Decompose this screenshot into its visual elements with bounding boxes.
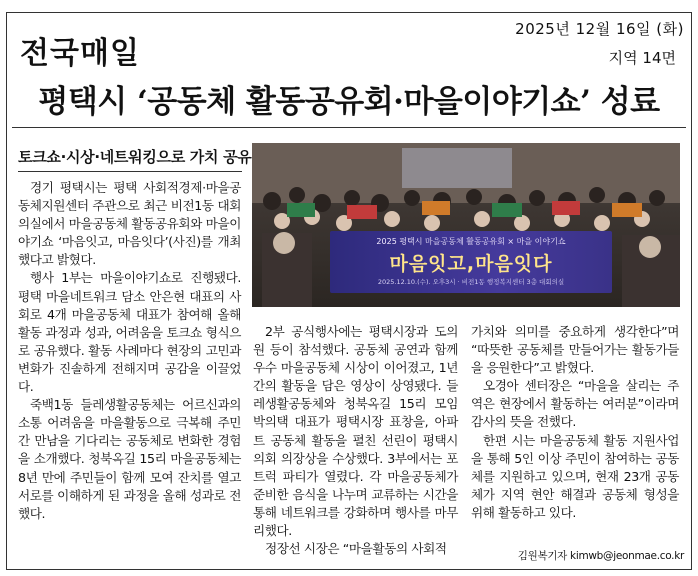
article-column-2 [253,323,458,558]
paragraph: 경기 평택시는 평택 사회적경제·마을공동체지원센터 주관으로 최근 비전1동 대회의실에서 마을공동체 활동공유회와 마을이야기쇼 ‘마음잇고, 마음잇다’(사진)를 개최했다고 밝혔다. [18,180,241,268]
article-title: 평택시 ‘공동체 활동공유회·마을이야기쇼’ 성료 [38,84,660,120]
paragraph: 가치와 의미를 중요하게 생각한다”며 “따뜻한 공동체를 만들어가는 활동가들을 응원한다”고 밝혔다. [471,324,679,376]
banner-subtitle: 2025 평택시 마을공동체 활동공유회 × 마을 이야기쇼 [376,237,566,246]
paragraph: 행사 1부는 마을이야기쇼로 진행됐다. 평택 마을네트워크 담소 안은현 대표의 사회로 4개 마을공동체 대표가 참여해 올해 활동 과정과 성과, 어려움을 토크쇼 형식으로 공유했다. 활동 사례마다 현장의 고민과 변화가 진솔하게 전해지며 공감을 이끌었다. [18,270,241,395]
issue-date: 2025년 12월 16일 (화) [515,20,684,38]
event-banner [330,231,612,293]
paragraph: 오경아 센터장은 “마을을 살리는 주역은 현장에서 활동하는 여러분”이라며 감사의 뜻을 전했다. [471,378,679,430]
paragraph: 한편 시는 마을공동체 활동 지원사업을 통해 5인 이상 주민이 참여하는 공동체를 지원하고 있으며, 현재 23개 공동체가 지역 현안 해결과 공동체 형성을 위해 활동하고 있다. [471,432,679,520]
article-subhead: 토크쇼·시상·네트워킹으로 가치 공유 [18,148,252,166]
title-divider [12,127,686,128]
newspaper-logo: 전국매일 [20,36,140,71]
byline: 김원복기자 kimwb@jeonmae.co.kr [517,550,684,562]
subhead-divider [18,171,242,172]
paragraph: 2부 공식행사에는 평택시장과 도의원 등이 참석했다. 공동체 공연과 함께 우수 마을공동체 시상이 이어졌고, 1년간의 활동을 담은 영상이 상영됐다. 들레생활공동체와 청북옥길 15리 모임 박의택 대표가 평택시장 표창을, 아파트 공동체 활동을 펼친 선린이 평택시의회 의장상을 수상했다. 3부에서는 포트럭 파티가 열렸다. 각 마을공동체가 준비한 음식을 나누며 교류하는 시간을 통해 네트워크를 강화하며 행사를 마무리했다. [253,324,458,539]
article-column-3 [471,323,679,522]
event-photo [252,143,680,307]
banner-title: 마음잇고,마음잇다 [389,253,553,275]
article-column-1 [18,179,241,523]
banner-info: 2025.12.10.(수). 오후3시 · 비전1동 행정복지센터 3층 대회의실 [377,278,565,286]
paragraph: 죽백1동 들레생활공동체는 어르신과의 소통 어려움을 마을활동으로 극복해 주민 간 만남을 기다리는 공동체로 변화한 경험을 소개했다. 청북옥길 15리 마을공동체는 8년 만에 주민들이 함께 모여 잔치를 열고 서로를 이해하게 된 과정을 올해 성과로 전했다. [18,397,241,521]
page-section: 지역 14면 [608,49,676,67]
paragraph: 정장선 시장은 “마을활동의 사회적 [265,541,447,557]
